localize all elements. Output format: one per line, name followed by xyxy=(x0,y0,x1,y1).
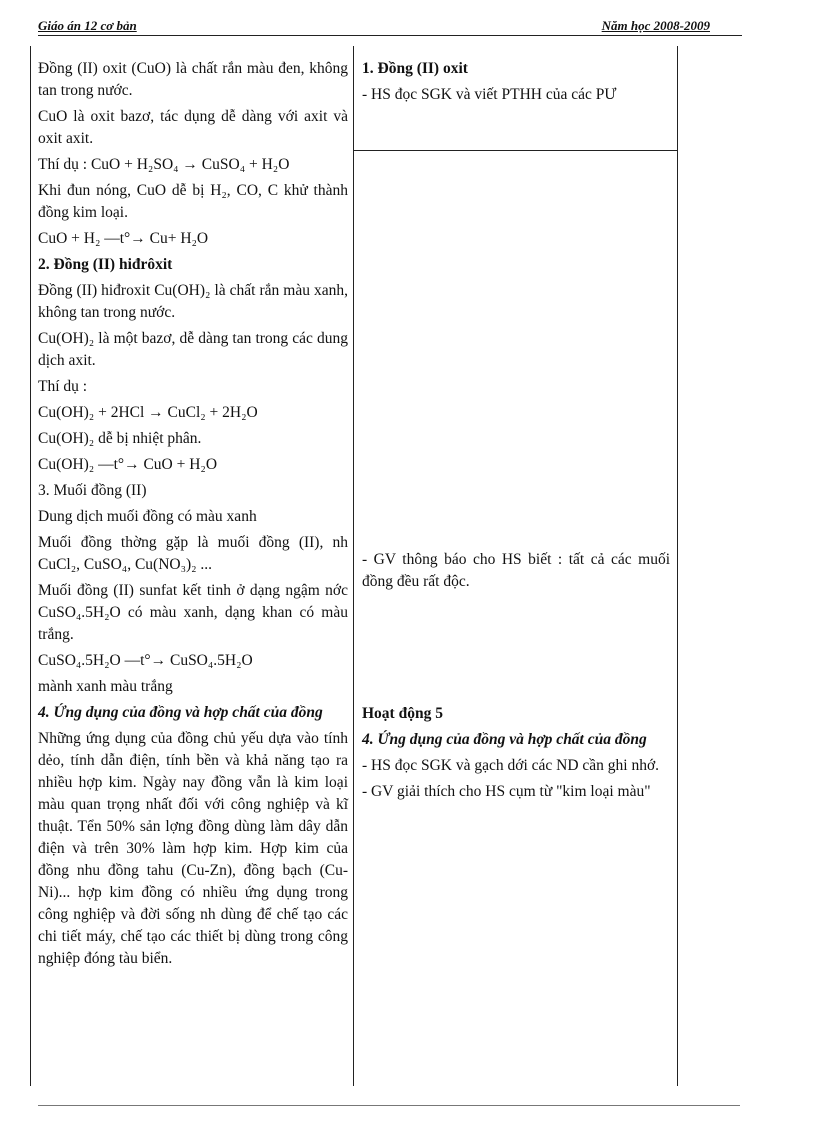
footer-rule xyxy=(38,1105,740,1106)
text-paragraph: Đồng (II) hiđroxit Cu(OH)₂ là chất rắn màu xanh, không tan trong nước. xyxy=(38,282,348,321)
right-cell-divider xyxy=(353,150,678,151)
text-paragraph: - GV thông báo cho HS biết : tất cả các muối đồng đều rất độc. xyxy=(362,551,670,590)
text-paragraph: mành xanh màu trắng xyxy=(38,678,173,695)
header-right: Năm học 2008-2009 xyxy=(601,18,710,33)
text-paragraph: 3. Muối đồng (II) xyxy=(38,482,147,499)
text-paragraph: CuO + H₂ —t°→ Cu+ H₂O xyxy=(38,230,209,247)
text-paragraph: Cu(OH)₂ là một bazơ, dễ dàng tan trong các dung dịch axit. xyxy=(38,330,348,369)
table-border-right xyxy=(677,46,678,1086)
text-paragraph: 2. Đồng (II) hiđrôxit xyxy=(38,256,173,273)
text-paragraph: Những ứng dụng của đồng chủ yếu dựa vào tính dẻo, tính dẫn điện, tính bền và khả năng tạo ra nhiều hợp kim. Ngày nay đồng vẫn là kim loại màu quan trọng nhất đối với công nghiệp và kĩ thuật. Tển 50% sản lợng đồng dùng làm dây dẫn điện và trên 30% làm hợp kim. Hợp kim của đồng nhu đồng tahu (Cu-Zn), đồng bạch (Cu-Ni)... hợp kim đồng có nhiều ứng dụng trong công nghiệp và đời sống nh dùng để chế tạo các chi tiết máy, chế tạo các thiết bị dùng trong công nghiệp đóng tàu biển. xyxy=(38,730,348,967)
left-column xyxy=(38,58,348,974)
text-paragraph: Cu(OH)₂ dễ bị nhiệt phân. xyxy=(38,430,202,447)
text-paragraph: Muối đồng thờng gặp là muối đồng (II), nh CuCl₂, CuSO₄, Cu(NO₃)₂ ... xyxy=(38,534,348,573)
right-column-bottom xyxy=(362,703,670,807)
text-paragraph: 4. Ứng dụng của đồng và hợp chất của đồng xyxy=(38,704,323,721)
text-paragraph: Khi đun nóng, CuO dễ bị H₂, CO, C khử thành đồng kim loại. xyxy=(38,182,348,221)
text-paragraph: Đồng (II) oxit (CuO) là chất rắn màu đen, không tan trong nước. xyxy=(38,60,348,99)
text-paragraph: Hoạt động 5 xyxy=(362,705,443,722)
text-paragraph: Thí dụ : CuO + H₂SO₄ → CuSO₄ + H₂O xyxy=(38,156,290,173)
header-left: Giáo án 12 cơ bản xyxy=(38,18,137,33)
table-border-left xyxy=(30,46,31,1086)
text-paragraph: Cu(OH)₂ + 2HCl → CuCl₂ + 2H₂O xyxy=(38,404,258,421)
text-paragraph: CuO là oxit bazơ, tác dụng dễ dàng với axit và oxit axit. xyxy=(38,108,348,147)
text-paragraph: - HS đọc SGK và viết PTHH của các PƯ xyxy=(362,86,617,103)
table-border-middle xyxy=(353,46,354,1086)
page-header xyxy=(38,17,742,36)
text-paragraph: - GV giải thích cho HS cụm từ "kim loại màu" xyxy=(362,783,651,800)
text-paragraph: Dung dịch muối đồng có màu xanh xyxy=(38,508,257,525)
text-paragraph: Muối đồng (II) sunfat kết tinh ở dạng ngậm nớc CuSO₄.5H₂O có màu xanh, dạng khan có màu trắng. xyxy=(38,582,348,643)
text-paragraph: - HS đọc SGK và gạch dới các ND cần ghi nhớ. xyxy=(362,757,660,774)
right-column-middle xyxy=(362,549,670,597)
text-paragraph: Thí dụ : xyxy=(38,378,88,395)
right-column-top xyxy=(362,58,670,110)
text-paragraph: 1. Đồng (II) oxit xyxy=(362,60,468,77)
text-paragraph: 4. Ứng dụng của đồng và hợp chất của đồng xyxy=(362,731,647,748)
text-paragraph: CuSO₄.5H₂O —t°→ CuSO₄.5H₂O xyxy=(38,652,253,669)
text-paragraph: Cu(OH)₂ —t°→ CuO + H₂O xyxy=(38,456,218,473)
